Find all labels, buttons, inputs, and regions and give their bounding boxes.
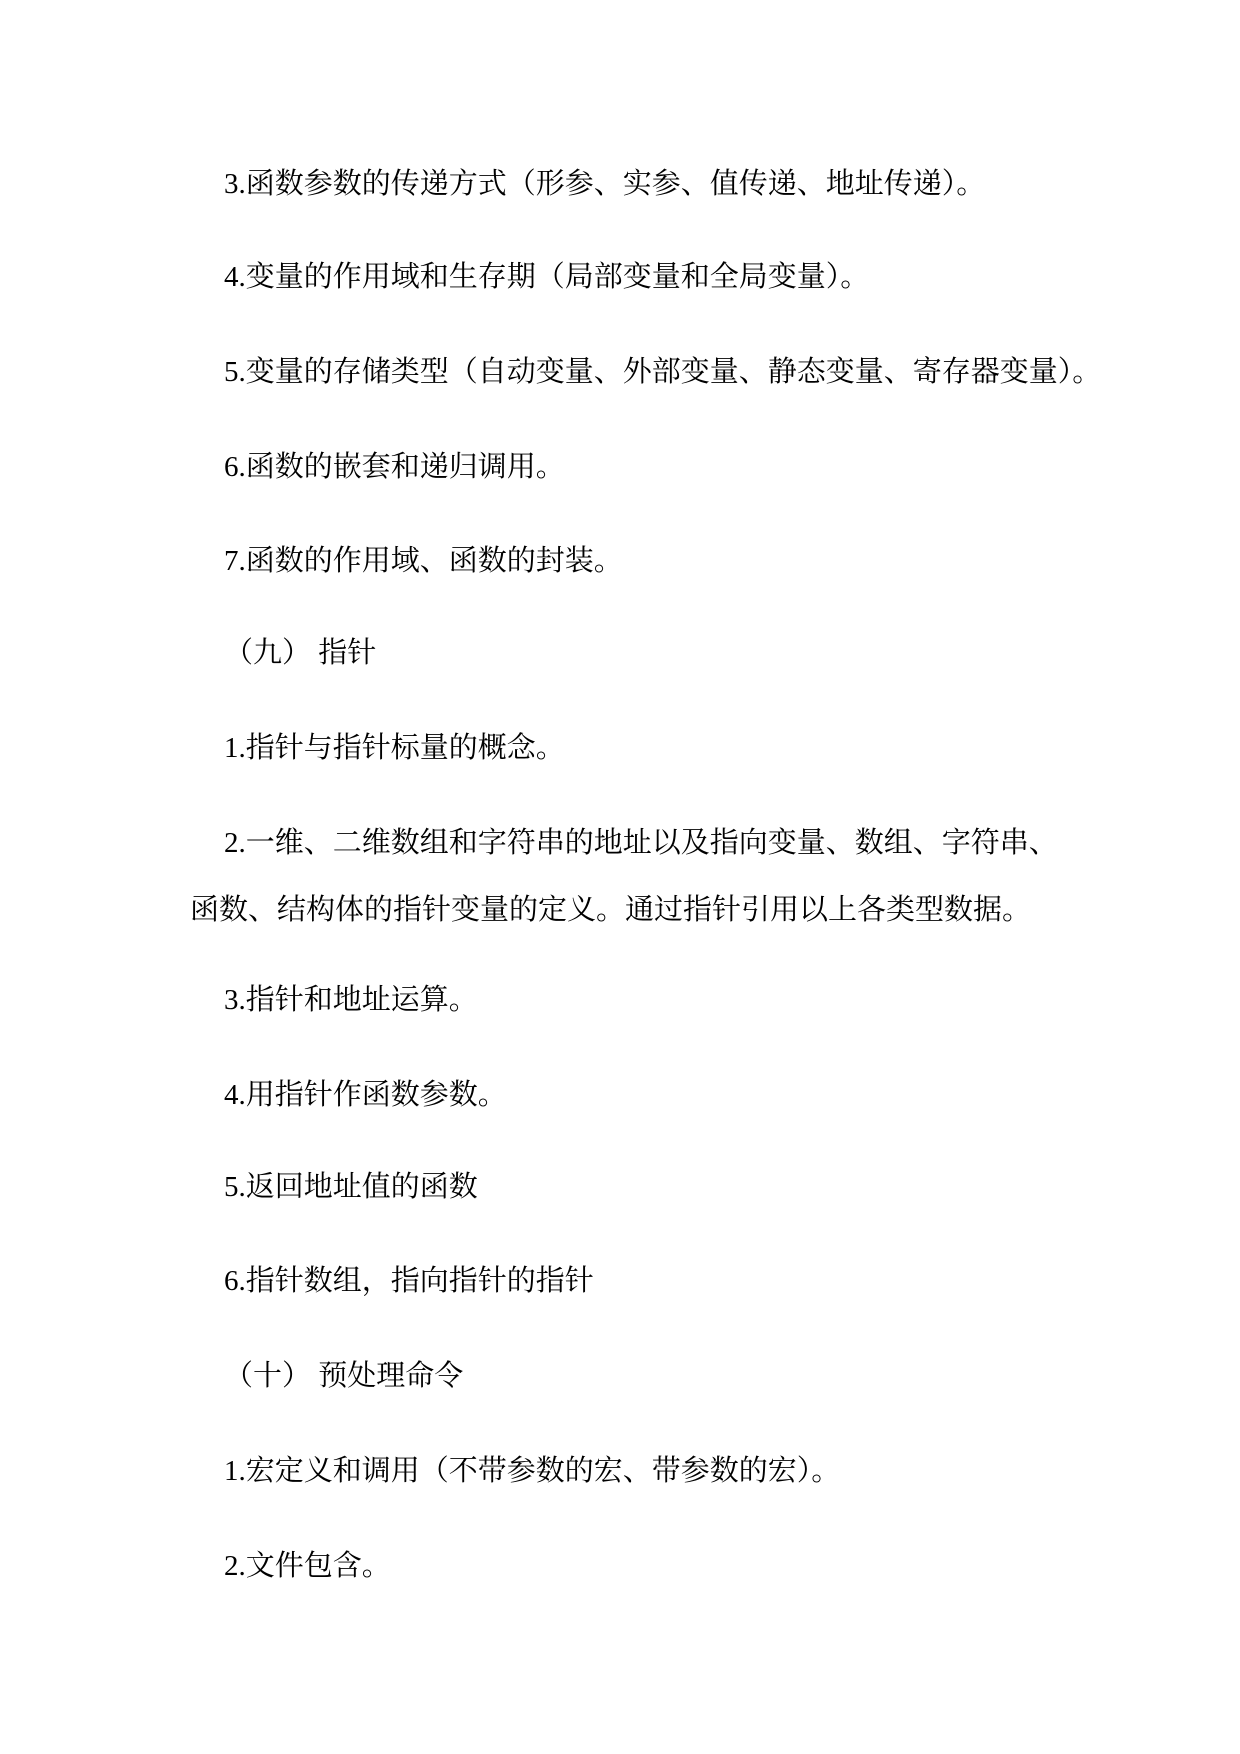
list-item: 3.指针和地址运算。: [224, 984, 478, 1016]
list-item: 2.一维、二维数组和字符串的地址以及指向变量、数组、字符串、: [224, 827, 1058, 859]
list-item: 7.函数的作用域、函数的封装。: [224, 545, 623, 577]
list-item: 1.指针与指针标量的概念。: [224, 732, 565, 764]
list-item: 6.函数的嵌套和递归调用。: [224, 451, 565, 483]
list-item: 5.返回地址值的函数: [224, 1171, 478, 1203]
list-item-continuation: 函数、结构体的指针变量的定义。通过指针引用以上各类型数据。: [190, 894, 1032, 926]
list-item: 4.用指针作函数参数。: [224, 1079, 507, 1111]
list-item: 5.变量的存储类型（自动变量、外部变量、静态变量、寄存器变量）。: [224, 356, 1102, 388]
list-item: 4.变量的作用域和生存期（局部变量和全局变量）。: [224, 261, 870, 293]
list-item: 2.文件包含。: [224, 1550, 391, 1582]
list-item: 1.宏定义和调用（不带参数的宏、带参数的宏）。: [224, 1455, 841, 1487]
section-heading: （九） 指针: [224, 637, 377, 669]
section-heading: （十） 预处理命令: [224, 1360, 464, 1392]
list-item: 3.函数参数的传递方式（形参、实参、值传递、地址传递）。: [224, 168, 986, 200]
list-item: 6.指针数组，指向指针的指针: [224, 1265, 594, 1297]
